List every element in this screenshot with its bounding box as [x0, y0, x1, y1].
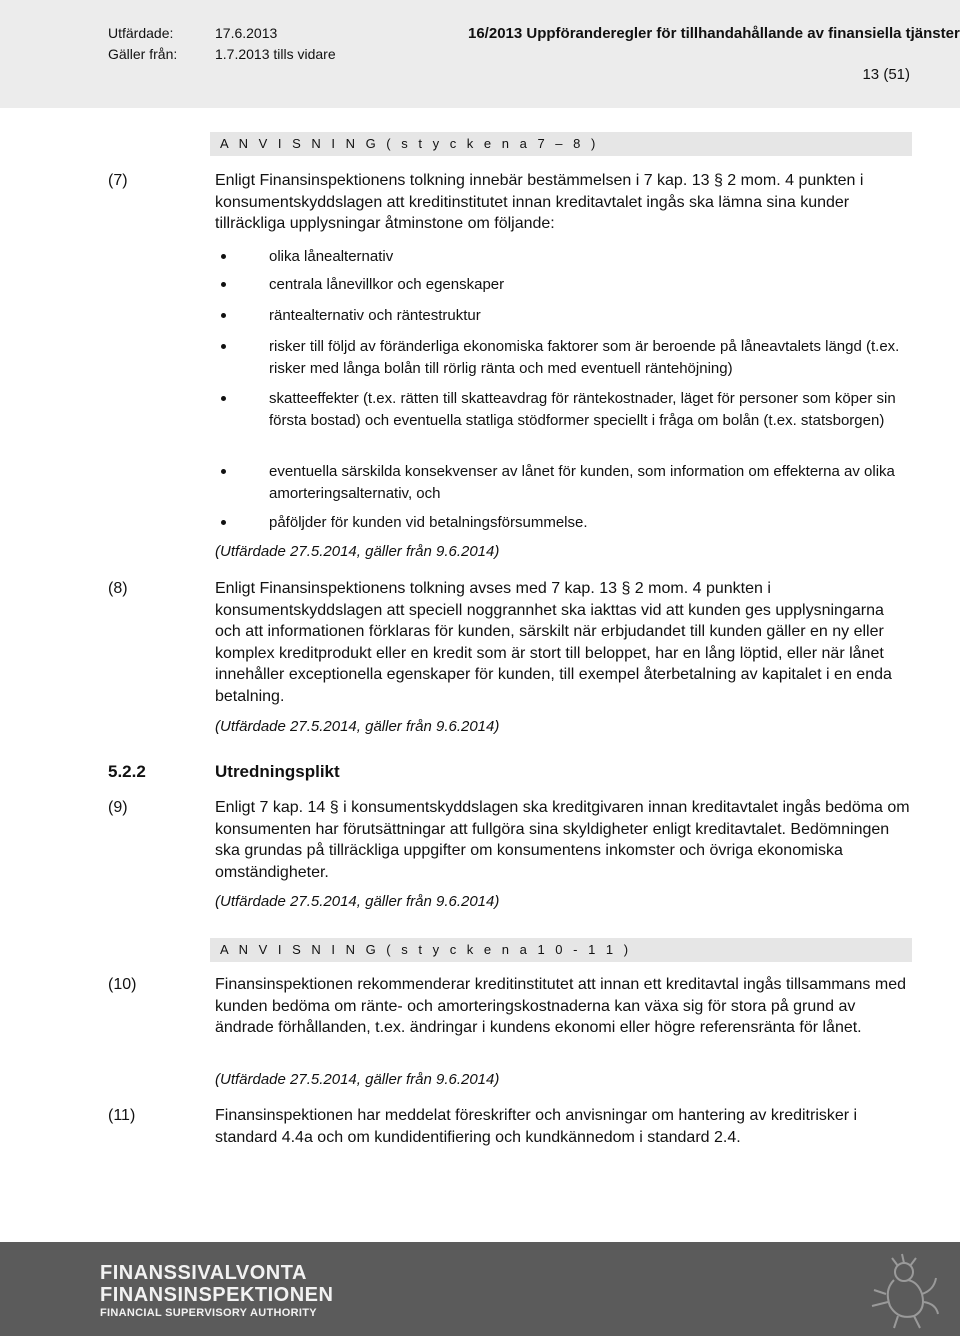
list-item: räntealternativ och räntestruktur — [215, 305, 911, 327]
brand-name-finnish: FINANSSIVALVONTA — [100, 1262, 307, 1284]
document-title: 16/2013 Uppföranderegler för tillhandahållande av finansiella tjänster — [468, 25, 960, 42]
bullet-icon — [221, 254, 226, 259]
issued-note: (Utfärdade 27.5.2014, gäller från 9.6.2014) — [215, 893, 500, 910]
list-item: olika lånealternativ — [215, 246, 911, 268]
paragraph-text: Finansinspektionen rekommenderar kreditinstitutet att innan ett kreditavtal ingås tillsammans med kunden bedöma om ränte- och amorteringskostnaderna kan växa sig för stora på grund av ändrade förhållanden, t.ex. ändringar i kundens ekonomi eller högre referensränta för lånet. — [215, 976, 906, 1036]
paragraph-text: Enligt Finansinspektionens tolkning innebär bestämmelsen i 7 kap. 13 § 2 mom. 4 punkten i konsumentskyddslagen att kreditinstitutet innan kreditavtalet ingås ska lämna sina kunder tillräckliga upplysningar åtminstone om följande: — [215, 172, 864, 232]
page-header — [0, 0, 960, 108]
issued-note: (Utfärdade 27.5.2014, gäller från 9.6.2014) — [215, 1071, 500, 1088]
paragraph-text: Enligt 7 kap. 14 § i konsumentskyddslagen ska kreditgivaren innan kreditavtalet ingås bedöma om konsumenten har förutsättningar att fullgöra sina skyldigheter enligt kreditavtalet. Bedömningen ska grundas på tillräckliga uppgifter om konsumentens inkomster och övriga ekonomiska omständigheter. — [215, 799, 910, 881]
list-item: påföljder för kunden vid betalningsförsummelse. — [215, 512, 911, 534]
lion-emblem-icon — [864, 1250, 942, 1330]
list-item: skatteeffekter (t.ex. rätten till skatteavdrag för räntekostnader, läget för personer som köper sin första bostad) och eventuella statliga stödformer speciellt i fråga om bolån (t.ex. statsborgen) — [215, 388, 911, 431]
valid-label: Gäller från: — [108, 46, 178, 62]
valid-date: 1.7.2013 tills vidare — [215, 46, 336, 62]
paragraph-text: Enligt Finansinspektionens tolkning avses med 7 kap. 13 § 2 mom. 4 punkten i konsumentskyddslagen att speciell noggrannhet ska iakttas vid att kunden ges upplysningarna och att informationen förklaras för kunden, särskilt när erbjudandet till kunden gäller en ny eller komplex kreditprodukt eller en kredit som är stort till beloppet, har en lång löptid, eller när lånet innehåller exceptionella egenskaper för kunden, till exempel återbetalning av kapitalet i en enda betalning. — [215, 580, 892, 705]
paragraph-number: (8) — [108, 580, 128, 597]
bullet-icon — [221, 469, 226, 474]
list-item: risker till följd av föränderliga ekonomiska faktorer som är beroende på låneavtalets längd (t.ex. risker med långa bolån till rörlig ränta och med eventuell räntehöjning) — [215, 336, 911, 379]
list-item: centrala lånevillkor och egenskaper — [215, 274, 911, 296]
bullet-icon — [221, 313, 226, 318]
bullet-icon — [221, 520, 226, 525]
guidance-heading: A N V I S N I N G ( s t y c k e n a 7 – 8 ) — [210, 132, 912, 156]
issued-label: Utfärdade: — [108, 25, 174, 41]
section-number: 5.2.2 — [108, 762, 146, 781]
paragraph-text: Finansinspektionen har meddelat föreskrifter och anvisningar om hantering av kreditrisker i standard 4.4a och om kundidentifiering och kundkännedom i standard 2.4. — [215, 1107, 858, 1146]
bullet-icon — [221, 344, 226, 349]
paragraph-number: (7) — [108, 172, 128, 189]
guidance-heading: A N V I S N I N G ( s t y c k e n a 1 0 - 1 1 ) — [210, 938, 912, 962]
paragraph-number: (9) — [108, 799, 128, 816]
section-title: Utredningsplikt — [215, 762, 340, 781]
paragraph-number: (10) — [108, 976, 137, 993]
list-item: eventuella särskilda konsekvenser av lånet för kunden, som information om effekterna av olika amorteringsalternativ, och — [215, 461, 911, 504]
issued-note: (Utfärdade 27.5.2014, gäller från 9.6.2014) — [215, 543, 500, 560]
bullet-icon — [221, 396, 226, 401]
brand-name-swedish: FINANSINSPEKTIONEN — [100, 1284, 334, 1306]
page-footer — [0, 1242, 960, 1336]
paragraph-number: (11) — [108, 1107, 136, 1124]
issued-date: 17.6.2013 — [215, 25, 278, 41]
page-number: 13 (51) — [862, 66, 910, 83]
brand-name-english: FINANCIAL SUPERVISORY AUTHORITY — [100, 1307, 317, 1319]
issued-note: (Utfärdade 27.5.2014, gäller från 9.6.2014) — [215, 718, 500, 735]
bullet-icon — [221, 282, 226, 287]
